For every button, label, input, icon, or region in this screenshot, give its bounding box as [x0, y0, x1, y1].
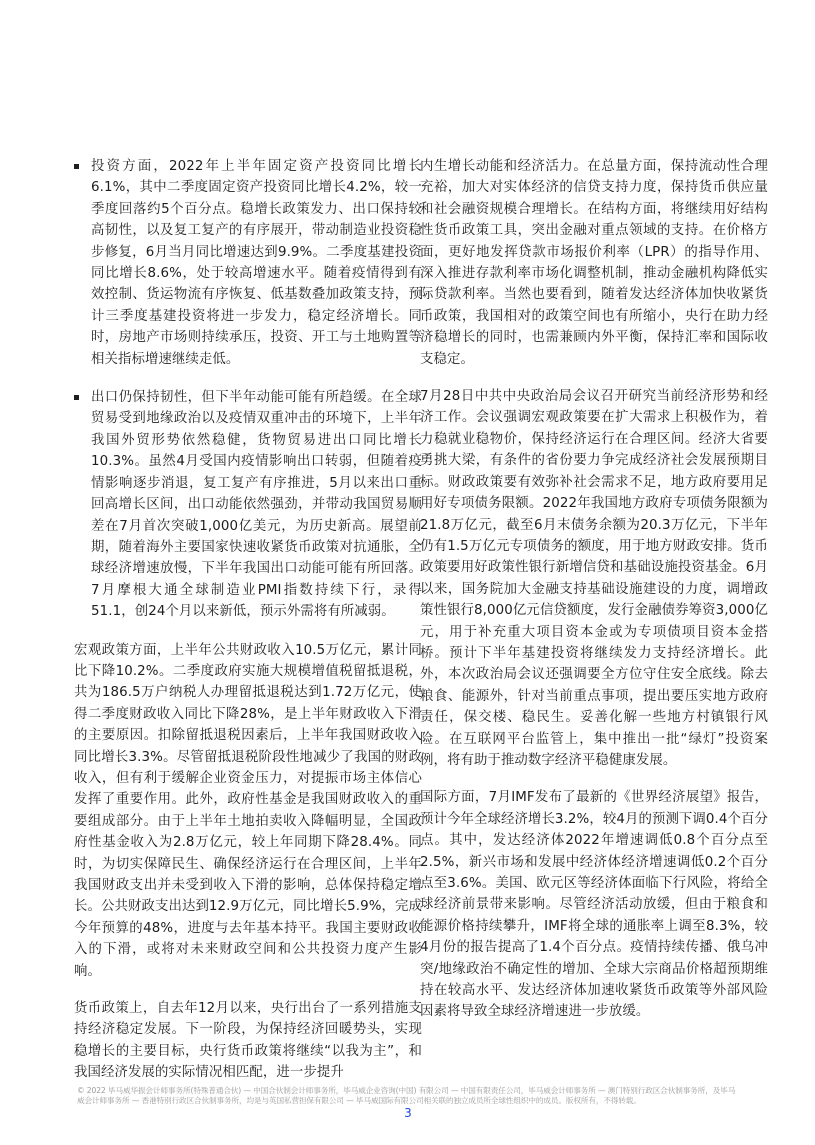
- paragraph-monetary-policy: 货币政策上，自去年12月以来，央行出台了一系列措施支持经济稳定发展。下一阶段，为保持经济回暖势头，实现稳增长的主要目标，央行货币政策将继续“以我为主”，和我国经济发展的实际情况相匹配，进一步提升: [74, 1001, 422, 1081]
- bullet-item-exports: [74, 387, 422, 622]
- bullet-text: 出口仍保持韧性，但下半年动能可能有所趋缓。在全球贸易受到地缘政治以及疫情双重冲击的环境下，上半年我国外贸形势依然稳健，货物贸易进出口同比增长10.3%。虽然4月受国内疫情影响出口转弱，但随着疫情影响逐步消退，复工复产有序推进，5月以来出口重回高增长区间，出口动能依然强劲，并带动我国贸易顺差在7月首次突破1,000亿美元，为历史新高。展望前期，随着海外主要国家快速收紧货币政策对抗通胀，全球经济增速放慢，下半年我国出口动能可能有所回落。7月摩根大通全球制造业PMI指数持续下行，录得51.1，创24个月以来新低，预示外需将有所减弱。: [91, 390, 422, 620]
- left-column: [74, 156, 422, 1100]
- page-number: 3: [404, 1106, 412, 1120]
- square-bullet-icon: [74, 164, 79, 169]
- paragraph-monetary-policy-continued: 内生增长动能和经济活力。在总量方面，保持流动性合理充裕，加大对实体经济的信贷支持力度，保持货币供应量和社会融资规模合理增长。在结构方面，将继续用好结构性货币政策工具，突出金融对重点领域的支持。在价格方面，更好地发挥贷款市场报价利率（LPR）的指导作用、深入推进存款利率市场化调整机制，推动金融机构降低实际贷款利率。当然也要看到，随着发达经济体加快收紧货币政策，我国相对的政策空间也有所缩小，央行在助力经济稳增长的同时，也需兼顾内外平衡，保持汇率和国际收支稳定。: [420, 159, 768, 367]
- paragraph-fiscal-policy: 宏观政策方面，上半年公共财政收入10.5万亿元，累计同比下降10.2%。二季度政府实施大规模增值税留抵退税，共为186.5万户纳税人办理留抵退税达到1.72万亿元，使得二季度财政收入同比下降28%，是上半年财政收入下滑的主要原因。扣除留抵退税因素后，上半年我国财政收入同比增长3.3%。尽管留抵退税阶段性地减少了我国的财政收入，但有利于缓解企业资金压力，对提振市场主体信心发挥了重要作用。此外，政府性基金是我国财政收入的重要组成部分。由于上半年土地拍卖收入降幅明显，全国政府性基金收入为2.8万亿元，较上年同期下降28.4%。同时，为切实保障民生、确保经济运行在合理区间，上半年我国财政支出并未受到收入下滑的影响，总体保持稳定增长。公共财政支出达到12.9万亿元，同比增长5.9%，完成今年预算的48%，进度与去年基本持平。我国主要财政收入的下滑，或将对未来财政空间和公共投资力度产生影响。: [74, 642, 422, 979]
- copyright-footer: © 2022 毕马威华振会计师事务所(特殊普通合伙) — 中国合伙制会计师事务所，毕马威企业咨询(中国) 有限公司 — 中国有限责任公司，毕马威会计师事务所 — 澳门特别行政区合伙制事务所，及毕马威会计师事务所 — 香港特别行政区合伙制事务所，均是与英国私营担保有限公司 — 毕马威国际有限公司相关联的独立成员所全球性组织中的成员。版权所有，不得转载。: [77, 1086, 736, 1105]
- paragraph-international: 国际方面，7月IMF发布了最新的《世界经济展望》报告，预计今年全球经济增长3.2%，较4月的预测下调0.4个百分点。其中，发达经济体2022年增速调低0.8个百分点至2.5%，新兴市场和发展中经济体经济增速调低0.2个百分点至3.6%。美国、欧元区等经济体面临下行风险，将给全球经济前景带来影响。尽管经济活动放缓，但由于粮食和能源价格持续攀升，IMF将全球的通胀率上调至8.3%，较4月份的报告提高了1.4个百分点。疫情持续传播、俄乌冲突/地缘政治不确定性的增加、全球大宗商品价格超预期维持在较高水平、发达经济体加速收紧货币政策等外部风险因素将导致全球经济增速进一步放缓。: [420, 790, 768, 1020]
- right-column: [420, 156, 768, 1039]
- bullet-text: 投资方面，2022年上半年固定资产投资同比增长6.1%，其中二季度固定资产投资同比增长4.2%，较一季度回落约5个百分点。稳增长政策发力、出口保持较高韧性，以及复工复产的有序展开，带动制造业投资稳步修复，6月当月同比增速达到9.9%。二季度基建投资同比增长8.6%，处于较高增速水平。随着疫情得到有效控制、货运物流有序恢复、低基数叠加政策支持，预计三季度基建投资将进一步发力，稳定经济增长。同时，房地产市场则持续承压，投资、开工与土地购置等相关指标增速继续走低。: [91, 159, 422, 367]
- bullet-item-investment: [74, 156, 422, 370]
- paragraph-politburo-meeting: 7月28日中共中央政治局会议召开研究当前经济形势和经济工作。会议强调宏观政策要在扩大需求上积极作为，着力稳就业稳物价，保持经济运行在合理区间。经济大省要勇挑大梁，有条件的省份要力争完成经济社会发展预期目标。财政政策要有效弥补社会需求不足，地方政府要用足用好专项债务限额。2022年我国地方政府专项债务限额为21.8万亿元，截至6月末债务余额为20.3万亿元，下半年仍有1.5万亿元专项债务的额度，用于地方财政安排。货币政策要用好政策性银行新增信贷和基础设施投资基金。6月以来，国务院加大金融支持基础设施建设的力度，调增政策性银行8,000亿元信贷额度，发行金融债券筹资3,000亿元，用于补充重大项目资本金或为专项债项目资本金搭桥。预计下半年基建投资将继续发力支持经济增长。此外，本次政治局会议还强调要全方位守住安全底线。除去粮食、能源外，针对当前重点事项，提出要压实地方政府责任，保交楼、稳民生。妥善化解一些地方村镇银行风险。在互联网平台监管上，集中推出一批“绿灯”投资案例，将有助于推动数字经济平稳健康发展。: [420, 389, 768, 768]
- square-bullet-icon: [74, 395, 79, 400]
